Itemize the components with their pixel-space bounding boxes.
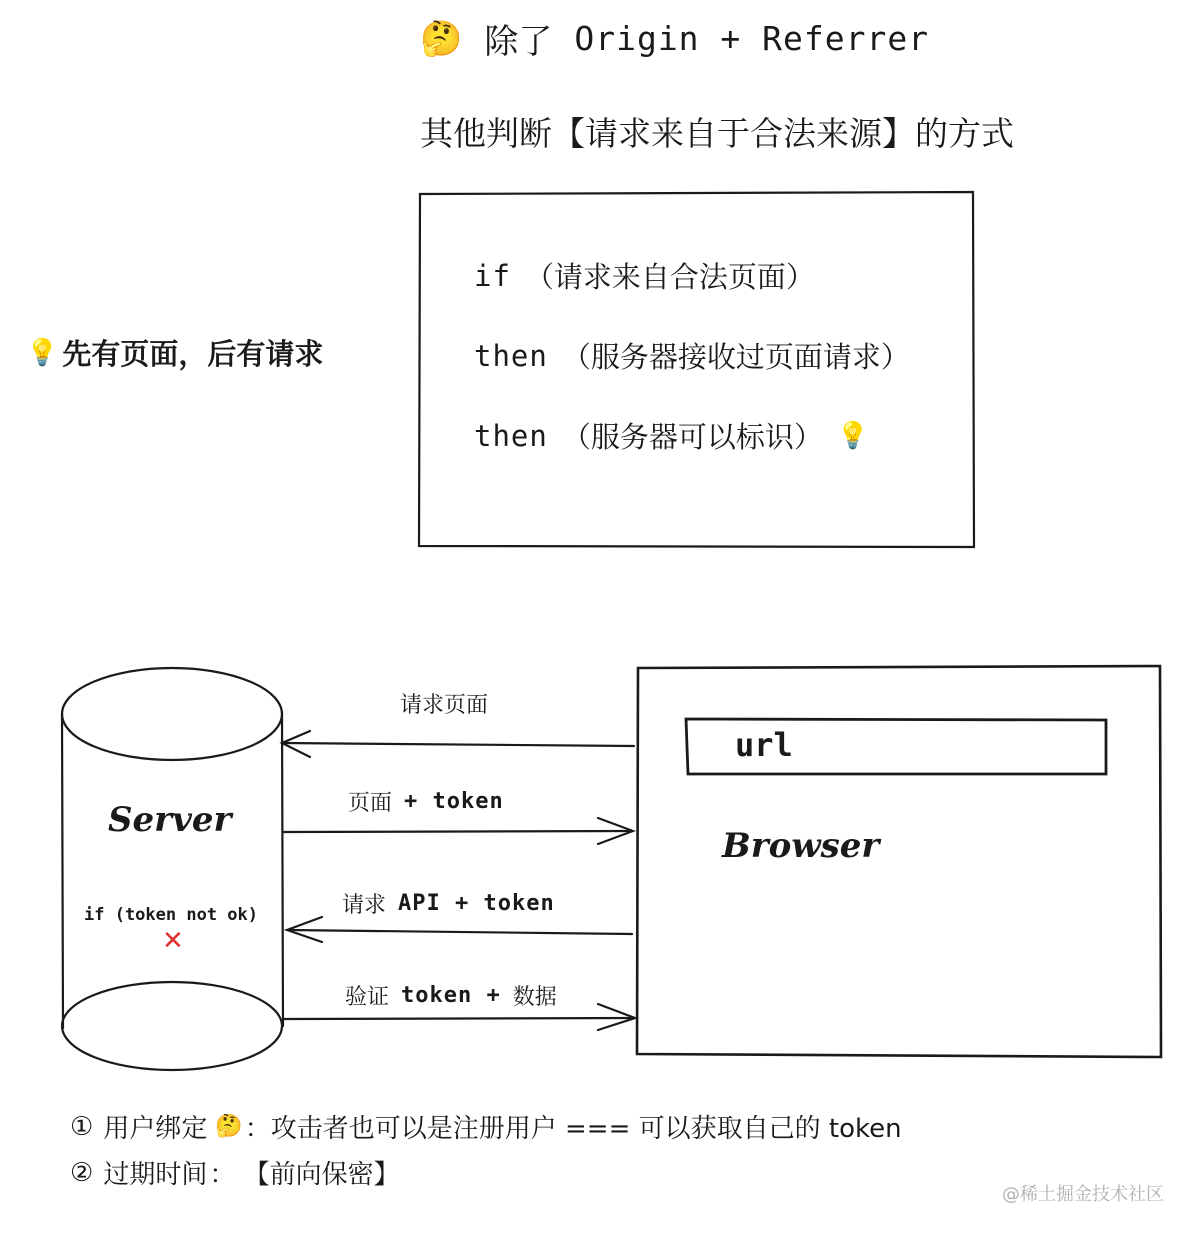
arrow-label-verify-data <box>345 980 557 1011</box>
arrow-api-token <box>287 917 632 942</box>
code-line-if <box>474 255 815 296</box>
arrow-label-api-token <box>342 888 555 919</box>
arrow-request-page <box>282 731 634 757</box>
title-prefix: 除了 <box>484 22 553 62</box>
note-user-binding <box>70 1108 902 1145</box>
fail-x-icon: ✕ <box>162 926 184 956</box>
arrow-label-code: + token <box>404 789 504 814</box>
code-line-then-2 <box>474 415 869 456</box>
arrow-label-page-token <box>348 786 504 817</box>
arrow-label-code: API + token <box>398 891 555 916</box>
note-text: ： 【前向保密】 <box>209 1160 400 1190</box>
code-text: （服务器可以标识） <box>561 420 823 454</box>
server-cylinder <box>62 668 283 1070</box>
diagram-subtitle: 其他判断【请求来自于合法来源】的方式 <box>420 114 1014 153</box>
arrow-label-request-page <box>400 688 488 719</box>
code-keyword: then <box>474 338 548 373</box>
arrow-page-token <box>284 818 633 844</box>
server-label: Server <box>108 800 232 840</box>
arrow-label-text: 数据 <box>512 985 557 1010</box>
tip-text: 先有页面，后有请求 <box>62 337 324 371</box>
lightbulb-icon: 💡 <box>836 420 870 451</box>
code-keyword: then <box>474 418 548 453</box>
code-text: （服务器接收过页面请求） <box>561 340 910 374</box>
arrow-label-text: 验证 <box>345 985 390 1010</box>
arrow-label-text: 页面 <box>348 791 393 816</box>
url-bar-text: url <box>735 726 793 764</box>
arrow-label-code: token + <box>401 983 501 1008</box>
note-number: ② <box>70 1157 94 1188</box>
watermark: @稀土掘金技术社区 <box>1002 1184 1164 1205</box>
note-label: 用户绑定 <box>103 1114 208 1144</box>
note-text: ：攻击者也可以是注册用户 === 可以获取自己的 token <box>244 1114 902 1144</box>
code-line-then-1 <box>474 335 910 376</box>
code-text: （请求来自合法页面） <box>524 260 815 294</box>
browser-frame <box>637 666 1161 1057</box>
thinking-face-icon: 🤔 <box>420 18 463 59</box>
browser-label: Browser <box>722 826 880 866</box>
arrow-label-text: 请求 <box>342 893 387 918</box>
note-label: 过期时间 <box>103 1160 208 1190</box>
code-keyword: if <box>474 258 511 293</box>
thinking-face-icon: 🤔 <box>215 1114 243 1139</box>
server-condition: if (token not ok) <box>84 905 258 925</box>
title-code: Origin + Referrer <box>574 19 930 58</box>
note-number: ① <box>70 1111 94 1142</box>
lightbulb-icon: 💡 <box>26 337 59 368</box>
note-expiry <box>70 1154 400 1191</box>
arrow-label-text: 请求页面 <box>400 693 489 718</box>
